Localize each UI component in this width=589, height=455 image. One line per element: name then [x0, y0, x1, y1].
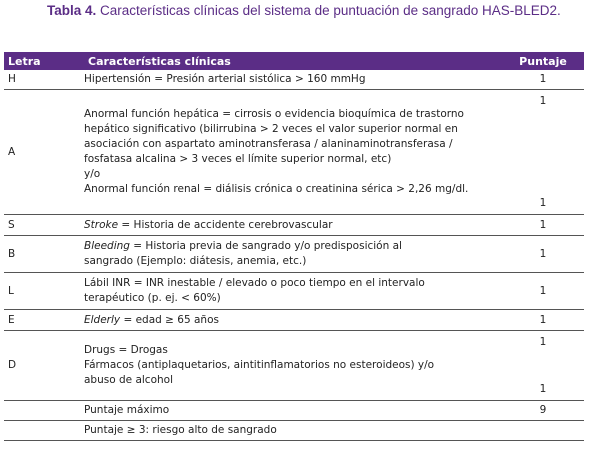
table-row: [4, 236, 584, 273]
row-description: [84, 236, 502, 273]
header-characteristics: Características clínicas: [84, 52, 502, 70]
description-line: terapéutico (p. ej. < 60%): [84, 292, 221, 304]
table-row: [4, 215, 584, 236]
risk-row: [4, 421, 584, 441]
description-text: = edad ≥ 65 años: [120, 313, 219, 326]
header-score: Puntaje: [502, 52, 584, 70]
description-line: Drugs = Drogas: [84, 344, 168, 356]
description-text: = Historia previa de sangrado y/o predisposición al: [129, 240, 402, 252]
description-line: Lábil INR = INR inestable / elevado o poco tiempo en el intervalo: [84, 277, 425, 289]
table-row: [4, 70, 584, 90]
row-score: 1: [502, 273, 584, 310]
table-row: [4, 90, 584, 215]
english-term: Stroke: [84, 218, 119, 231]
row-letter: H: [4, 70, 84, 90]
has-bled-table: [4, 52, 584, 441]
table-row: [4, 331, 584, 401]
row-score: 1: [502, 236, 584, 273]
table-row: [4, 310, 584, 331]
description-line: y/o: [84, 168, 101, 180]
row-letter: S: [4, 215, 84, 236]
description-line: Fármacos (antiplaquetarios, aintitinflamatorios no esteroideos) y/o: [84, 359, 435, 371]
max-score-value: 9: [502, 401, 584, 421]
row-letter: A: [4, 90, 84, 215]
description-line: Anormal función renal = diálisis crónica o creatinina sérica > 2,26 mg/dl.: [84, 183, 469, 195]
description-line: sangrado (Ejemplo: diátesis, anemia, etc.): [84, 255, 307, 267]
row-description: [84, 215, 502, 236]
row-score: 1: [539, 94, 547, 107]
row-score-cell: [502, 90, 584, 215]
row-score: 1: [539, 335, 547, 348]
row-score: 1: [539, 196, 547, 209]
description-line: abuso de alcohol: [84, 374, 173, 386]
row-score: 1: [502, 215, 584, 236]
table-row: [4, 273, 584, 310]
row-score: 1: [539, 382, 547, 395]
row-description: [84, 90, 502, 215]
row-letter: B: [4, 236, 84, 273]
english-term: Elderly: [84, 313, 121, 326]
row-letter: L: [4, 273, 84, 310]
row-letter: E: [4, 310, 84, 331]
header-row: [4, 52, 584, 70]
header-letter: Letra: [4, 52, 84, 70]
row-score: 1: [502, 310, 584, 331]
description-line: fosfatasa alcalina > 3 veces el límite superior normal, etc): [84, 153, 392, 165]
max-score-label: Puntaje máximo: [84, 401, 502, 421]
row-description: [84, 273, 502, 310]
description-line: [84, 239, 502, 254]
description-line: asociación con aspartato aminotransferasa / alaninaminotransferasa /: [84, 138, 453, 150]
description-line: Anormal función hepática = cirrosis o evidencia bioquímica de trastorno: [84, 108, 464, 120]
row-score: 1: [502, 70, 584, 90]
description-text: = Historia de accidente cerebrovascular: [118, 218, 333, 231]
english-term: Bleeding: [84, 240, 130, 252]
row-letter: D: [4, 331, 84, 401]
table-caption: [47, 3, 561, 18]
row-description: Hipertensión = Presión arterial sistólica > 160 mmHg: [84, 70, 502, 90]
row-score-cell: [502, 331, 584, 401]
row-description: [84, 310, 502, 331]
caption-label: Tabla 4.: [47, 3, 97, 18]
caption-text: Características clínicas del sistema de puntuación de sangrado HAS-BLED2.: [96, 3, 561, 18]
description-line: hepático significativo (bilirrubina > 2 veces el valor superior normal en: [84, 123, 458, 135]
max-score-row: [4, 401, 584, 421]
risk-label: Puntaje ≥ 3: riesgo alto de sangrado: [84, 421, 502, 441]
row-description: [84, 331, 502, 401]
